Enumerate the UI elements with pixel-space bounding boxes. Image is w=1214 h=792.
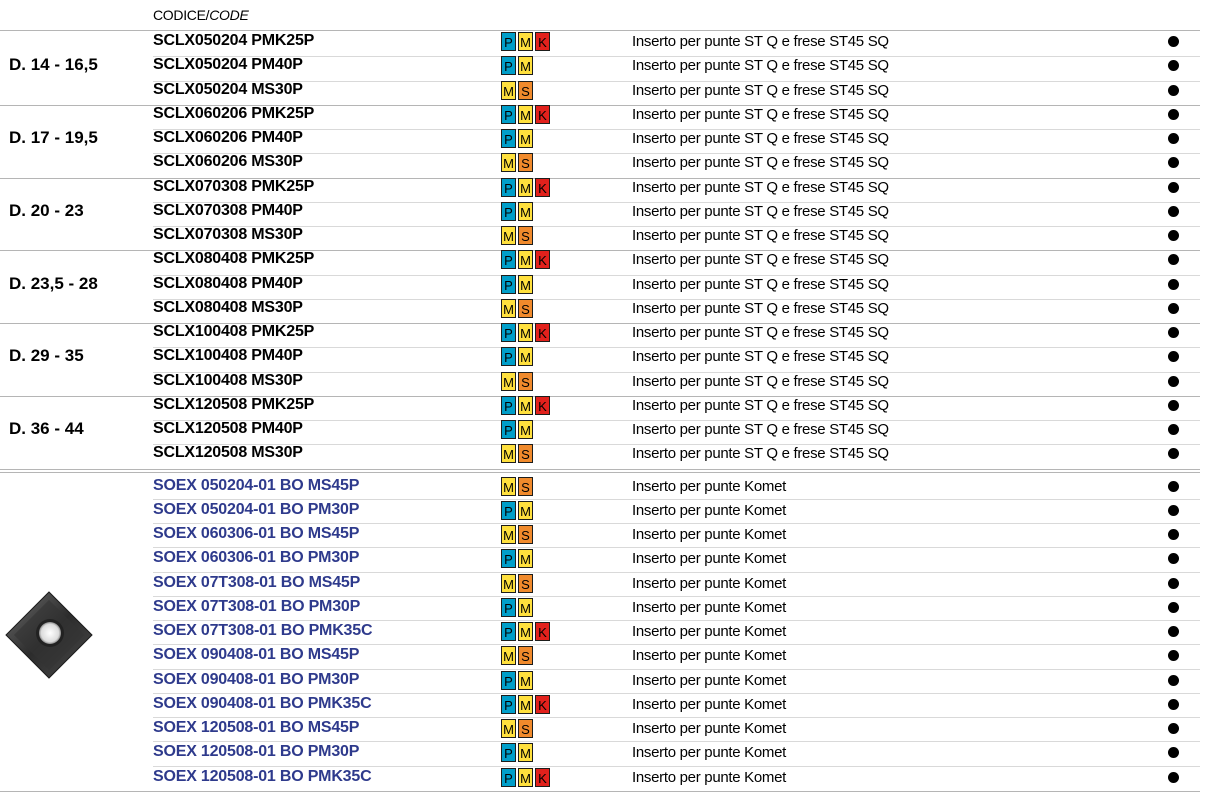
grade-chip-p: P — [501, 202, 516, 221]
product-description: Inserto per punte Komet — [632, 501, 787, 519]
table-row — [0, 28, 1214, 52]
grade-chip-p: P — [501, 250, 516, 269]
grade-chips — [501, 695, 550, 714]
grade-chip-p: P — [501, 671, 516, 690]
availability-dot-icon — [1168, 376, 1179, 387]
grade-chip-m: M — [518, 323, 533, 342]
availability-dot-icon — [1168, 400, 1179, 411]
grade-chip-s: S — [518, 299, 533, 318]
availability-dot-icon — [1168, 650, 1179, 661]
grade-chip-p: P — [501, 622, 516, 641]
availability-dot-icon — [1168, 675, 1179, 686]
grade-chip-p: P — [501, 275, 516, 294]
grade-chip-m: M — [501, 719, 516, 738]
availability-dot-icon — [1168, 481, 1179, 492]
grade-chips — [501, 202, 533, 221]
product-description: Inserto per punte ST Q e frese ST45 SQ — [632, 154, 889, 172]
table-row — [0, 174, 1214, 198]
product-code: SOEX 050204-01 BO MS45P — [153, 476, 360, 494]
product-description: Inserto per punte Komet — [632, 671, 787, 689]
availability-dot-icon — [1168, 553, 1179, 564]
product-description: Inserto per punte ST Q e frese ST45 SQ — [632, 227, 889, 244]
grade-chips — [501, 477, 533, 496]
grade-chip-m: M — [518, 202, 533, 221]
grade-chips — [501, 81, 533, 100]
grade-chip-m: M — [518, 275, 533, 294]
product-description: Inserto per punte ST Q e frese ST45 SQ — [632, 251, 889, 269]
product-description: Inserto per punte ST Q e frese ST45 SQ — [632, 178, 889, 196]
table-row — [0, 715, 1214, 739]
grade-chip-s: S — [518, 719, 533, 738]
grade-chip-k: K — [535, 250, 550, 269]
table-row — [0, 319, 1214, 343]
product-code: SCLX100408 PM40P — [153, 347, 303, 365]
grade-chip-s: S — [518, 226, 533, 245]
product-description: Inserto per punte ST Q e frese ST45 SQ — [632, 33, 889, 50]
product-description: Inserto per punte ST Q e frese ST45 SQ — [632, 105, 889, 123]
grade-chip-p: P — [501, 56, 516, 75]
product-description: Inserto per punte Komet — [632, 574, 787, 592]
grade-chip-p: P — [501, 420, 516, 439]
grade-chips — [501, 129, 533, 148]
grade-chips — [501, 372, 533, 391]
product-code: SOEX 090408-01 BO PMK35C — [153, 694, 372, 712]
grade-chips — [501, 250, 550, 269]
grade-chips — [501, 396, 550, 415]
availability-dot-icon — [1168, 626, 1179, 637]
availability-dot-icon — [1168, 36, 1179, 47]
table-row — [0, 764, 1214, 788]
grade-chip-m: M — [518, 671, 533, 690]
grade-chip-p: P — [501, 347, 516, 366]
grade-chip-s: S — [518, 525, 533, 544]
table-row — [0, 392, 1214, 416]
product-code: SOEX 07T308-01 BO MS45P — [153, 573, 361, 591]
column-header-code — [153, 6, 249, 24]
product-description: Inserto per punte Komet — [632, 598, 787, 616]
grade-chips — [501, 105, 550, 124]
product-code: SOEX 090408-01 BO PM30P — [153, 670, 360, 688]
product-description: Inserto per punte Komet — [632, 550, 787, 568]
grade-chip-m: M — [518, 56, 533, 75]
product-code: SOEX 120508-01 BO MS45P — [153, 719, 360, 736]
grade-chip-k: K — [535, 105, 550, 124]
product-code: SOEX 07T308-01 BO PMK35C — [153, 622, 373, 639]
product-description: Inserto per punte Komet — [632, 477, 787, 495]
grade-chips — [501, 719, 533, 738]
square-insert-icon — [4, 590, 94, 680]
grade-chip-m: M — [518, 347, 533, 366]
grade-chip-k: K — [535, 622, 550, 641]
grade-chip-p: P — [501, 396, 516, 415]
product-code: SCLX080408 PMK25P — [153, 250, 315, 268]
table-row — [0, 594, 1214, 618]
grade-chips — [501, 525, 533, 544]
diameter-range-label: D. 36 - 44 — [9, 419, 84, 438]
table-row — [0, 295, 1214, 319]
grade-chip-m: M — [518, 501, 533, 520]
product-description: Inserto per punte Komet — [632, 744, 787, 762]
availability-dot-icon — [1168, 133, 1179, 144]
table-row — [0, 77, 1214, 101]
product-description: Inserto per punte ST Q e frese ST45 SQ — [632, 81, 889, 99]
grade-chip-s: S — [518, 574, 533, 593]
product-code: SOEX 120508-01 BO PMK35C — [153, 767, 372, 785]
availability-dot-icon — [1168, 182, 1179, 193]
table-row — [0, 691, 1214, 715]
grade-chip-p: P — [501, 323, 516, 342]
product-description: Inserto per punte ST Q e frese ST45 SQ — [632, 396, 889, 414]
table-row — [0, 545, 1214, 569]
product-code: SOEX 060306-01 BO PM30P — [153, 549, 360, 567]
grade-chip-p: P — [501, 695, 516, 714]
product-code: SCLX120508 PMK25P — [153, 395, 315, 413]
product-code: SCLX080408 PM40P — [153, 274, 303, 292]
grade-chips — [501, 768, 550, 787]
product-code: SCLX070308 PM40P — [153, 201, 303, 219]
product-description: Inserto per punte ST Q e frese ST45 SQ — [632, 348, 889, 366]
grade-chip-p: P — [501, 549, 516, 568]
product-description: Inserto per punte ST Q e frese ST45 SQ — [632, 324, 889, 341]
product-description: Inserto per punte Komet — [632, 768, 787, 786]
grade-chips — [501, 622, 550, 641]
product-description: Inserto per punte ST Q e frese ST45 SQ — [632, 202, 889, 220]
product-description: Inserto per punte Komet — [632, 623, 787, 640]
product-description: Inserto per punte ST Q e frese ST45 SQ — [632, 57, 889, 75]
grade-chips — [501, 275, 533, 294]
product-code: SOEX 050204-01 BO PM30P — [153, 500, 360, 518]
grade-chip-m: M — [501, 299, 516, 318]
availability-dot-icon — [1168, 279, 1179, 290]
diameter-range-label: D. 29 - 35 — [9, 346, 84, 366]
grade-chip-m: M — [501, 372, 516, 391]
grade-chip-m: M — [518, 549, 533, 568]
grade-chip-s: S — [518, 372, 533, 391]
grade-chips — [501, 32, 550, 51]
grade-chips — [501, 299, 533, 318]
product-code: SCLX050204 PM40P — [153, 56, 303, 74]
grade-chip-p: P — [501, 129, 516, 148]
grade-chips — [501, 444, 533, 463]
grade-chips — [501, 646, 533, 665]
grade-chip-s: S — [518, 477, 533, 496]
grade-chip-m: M — [518, 743, 533, 762]
grade-chips — [501, 598, 533, 617]
availability-dot-icon — [1168, 85, 1179, 96]
grade-chip-p: P — [501, 768, 516, 787]
table-row — [0, 667, 1214, 691]
grade-chip-k: K — [535, 768, 550, 787]
grade-chip-s: S — [518, 444, 533, 463]
grade-chips — [501, 574, 533, 593]
table-row — [0, 497, 1214, 521]
product-description: Inserto per punte Komet — [632, 647, 787, 665]
grade-chip-m: M — [501, 444, 516, 463]
availability-dot-icon — [1168, 723, 1179, 734]
header-codice: CODICE/ — [153, 7, 210, 23]
product-code: SCLX080408 MS30P — [153, 298, 303, 316]
grade-chips — [501, 178, 550, 197]
diameter-range-label: D. 20 - 23 — [9, 200, 84, 220]
grade-chip-k: K — [535, 396, 550, 415]
grade-chip-s: S — [518, 153, 533, 172]
grade-chip-p: P — [501, 743, 516, 762]
grade-chip-m: M — [501, 574, 516, 593]
table-row — [0, 473, 1214, 497]
grade-chip-m: M — [518, 129, 533, 148]
table-row — [0, 101, 1214, 125]
grade-chips — [501, 226, 533, 245]
grade-chip-m: M — [501, 226, 516, 245]
availability-dot-icon — [1168, 424, 1179, 435]
grade-chip-m: M — [518, 250, 533, 269]
product-description: Inserto per punte Komet — [632, 526, 787, 543]
product-code: SOEX 120508-01 BO PM30P — [153, 743, 360, 761]
table-row — [0, 368, 1214, 392]
product-description: Inserto per punte ST Q e frese ST45 SQ — [632, 372, 889, 390]
table-row — [0, 222, 1214, 246]
product-code: SCLX100408 PMK25P — [153, 323, 315, 340]
availability-dot-icon — [1168, 157, 1179, 168]
availability-dot-icon — [1168, 230, 1179, 241]
diameter-range-label: D. 17 - 19,5 — [9, 128, 98, 147]
product-description: Inserto per punte ST Q e frese ST45 SQ — [632, 421, 889, 438]
table-row — [0, 440, 1214, 464]
product-description: Inserto per punte Komet — [632, 720, 787, 737]
row-divider — [0, 469, 1200, 470]
product-code: SCLX100408 MS30P — [153, 371, 303, 389]
product-code: SCLX050204 PMK25P — [153, 32, 315, 49]
table-row — [0, 642, 1214, 666]
grade-chip-m: M — [518, 32, 533, 51]
table-row — [0, 343, 1214, 367]
product-code: SCLX060206 PMK25P — [153, 104, 315, 122]
grade-chips — [501, 549, 533, 568]
availability-dot-icon — [1168, 747, 1179, 758]
product-description: Inserto per punte ST Q e frese ST45 SQ — [632, 445, 889, 463]
grade-chip-k: K — [535, 32, 550, 51]
product-code: SCLX120508 PM40P — [153, 420, 303, 437]
availability-dot-icon — [1168, 578, 1179, 589]
table-row — [0, 618, 1214, 642]
product-code: SCLX070308 MS30P — [153, 226, 303, 243]
grade-chips — [501, 501, 533, 520]
grade-chips — [501, 153, 533, 172]
grade-chip-p: P — [501, 32, 516, 51]
product-code: SOEX 090408-01 BO MS45P — [153, 646, 360, 664]
product-code: SOEX 07T308-01 BO PM30P — [153, 597, 361, 615]
availability-dot-icon — [1168, 109, 1179, 120]
grade-chip-m: M — [518, 396, 533, 415]
product-code: SCLX060206 MS30P — [153, 153, 303, 171]
availability-dot-icon — [1168, 254, 1179, 265]
availability-dot-icon — [1168, 529, 1179, 540]
availability-dot-icon — [1168, 303, 1179, 314]
table-row — [0, 739, 1214, 763]
grade-chips — [501, 743, 533, 762]
product-description: Inserto per punte ST Q e frese ST45 SQ — [632, 275, 889, 293]
availability-dot-icon — [1168, 448, 1179, 459]
grade-chip-m: M — [501, 477, 516, 496]
table-row — [0, 416, 1214, 440]
product-description: Inserto per punte Komet — [632, 695, 787, 713]
grade-chip-m: M — [501, 81, 516, 100]
table-row — [0, 125, 1214, 149]
grade-chip-m: M — [518, 622, 533, 641]
table-row — [0, 198, 1214, 222]
grade-chip-m: M — [518, 598, 533, 617]
grade-chip-m: M — [518, 105, 533, 124]
grade-chip-k: K — [535, 695, 550, 714]
grade-chip-m: M — [501, 646, 516, 665]
grade-chip-s: S — [518, 81, 533, 100]
availability-dot-icon — [1168, 327, 1179, 338]
availability-dot-icon — [1168, 351, 1179, 362]
product-code: SCLX060206 PM40P — [153, 129, 303, 146]
product-description: Inserto per punte ST Q e frese ST45 SQ — [632, 130, 889, 147]
availability-dot-icon — [1168, 772, 1179, 783]
product-code: SCLX070308 PMK25P — [153, 177, 315, 195]
grade-chip-k: K — [535, 178, 550, 197]
grade-chip-p: P — [501, 501, 516, 520]
availability-dot-icon — [1168, 206, 1179, 217]
table-row — [0, 246, 1214, 270]
availability-dot-icon — [1168, 505, 1179, 516]
grade-chip-m: M — [518, 420, 533, 439]
grade-chip-s: S — [518, 646, 533, 665]
grade-chip-m: M — [518, 695, 533, 714]
availability-dot-icon — [1168, 699, 1179, 710]
grade-chip-p: P — [501, 178, 516, 197]
product-code: SCLX050204 MS30P — [153, 80, 303, 98]
grade-chip-m: M — [518, 768, 533, 787]
availability-dot-icon — [1168, 602, 1179, 613]
diameter-range-label: D. 14 - 16,5 — [9, 55, 98, 75]
grade-chips — [501, 56, 533, 75]
grade-chip-m: M — [501, 525, 516, 544]
table-row — [0, 570, 1214, 594]
grade-chips — [501, 420, 533, 439]
grade-chip-m: M — [501, 153, 516, 172]
product-code: SCLX120508 MS30P — [153, 444, 303, 462]
grade-chips — [501, 671, 533, 690]
grade-chips — [501, 347, 533, 366]
table-row — [0, 149, 1214, 173]
table-row — [0, 52, 1214, 76]
grade-chip-m: M — [518, 178, 533, 197]
grade-chip-p: P — [501, 598, 516, 617]
grade-chips — [501, 323, 550, 342]
grade-chip-p: P — [501, 105, 516, 124]
product-code: SOEX 060306-01 BO MS45P — [153, 525, 360, 542]
header-code-italic: CODE — [209, 7, 249, 23]
table-row — [0, 521, 1214, 545]
availability-dot-icon — [1168, 60, 1179, 71]
diameter-range-label: D. 23,5 - 28 — [9, 273, 98, 293]
grade-chip-k: K — [535, 323, 550, 342]
product-description: Inserto per punte ST Q e frese ST45 SQ — [632, 299, 889, 317]
table-row — [0, 271, 1214, 295]
